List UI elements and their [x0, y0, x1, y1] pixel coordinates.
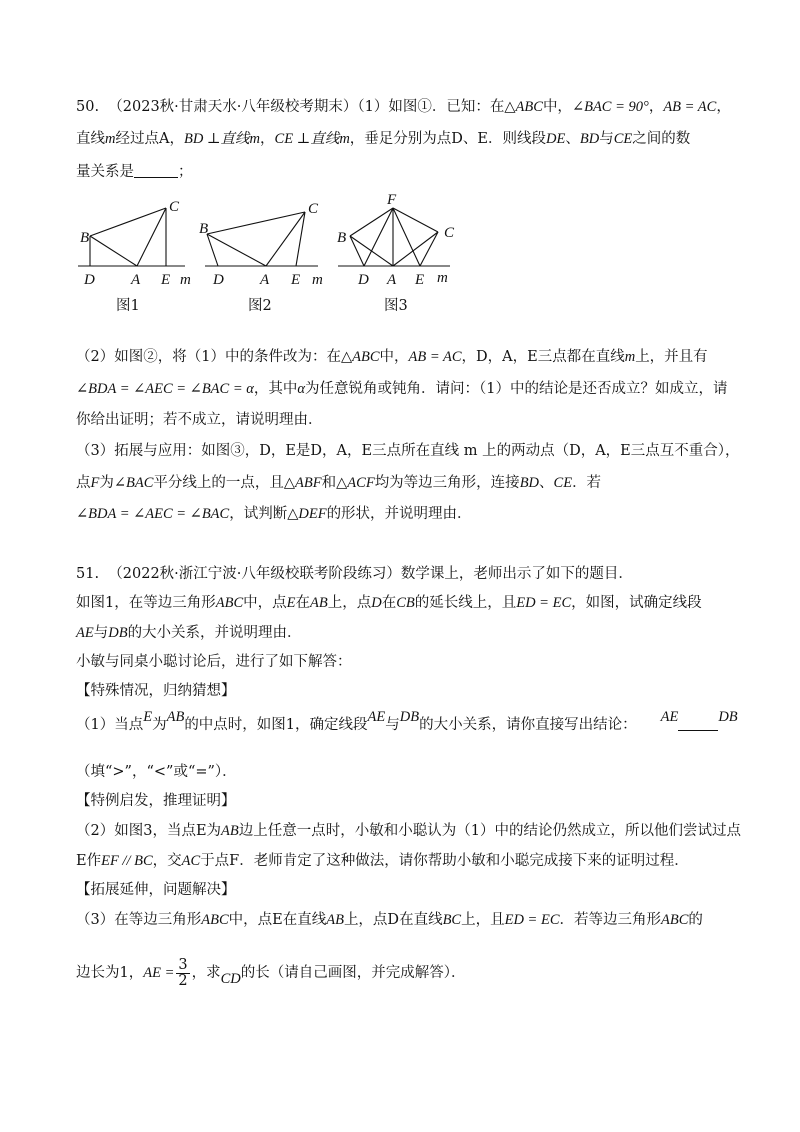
fig2-BC: [207, 212, 305, 234]
fig3-label-D: D: [358, 272, 369, 288]
fig2-label-m: m: [312, 272, 323, 288]
fig3-label-C: C: [444, 225, 455, 241]
q51-heading1: 【特殊情况，归纳猜想】: [76, 683, 236, 699]
q51-line3: AE与DB的大小关系，并说明理由．: [76, 625, 302, 641]
fig3-label-F: F: [387, 192, 397, 208]
q51-step2-line1: （2）如图3，当点E为AB边上任意一点时，小敏和小聪认为（1）中的结论仍然成立，所以他们尝试过点: [76, 823, 741, 839]
q50-part2-line2: ∠BDA = ∠AEC = ∠BAC = α，其中α为任意锐角或钝角．请问：（1）中的结论是还否成立？如成立，请: [76, 381, 728, 397]
q51-step1-line2: （填“>”，“<”或“=”）．: [76, 764, 237, 780]
fig3-label-m: m: [437, 270, 448, 286]
q51-line4: 小敏与同桌小聪讨论后，进行了如下解答：: [76, 654, 352, 670]
fig2-CE: [296, 212, 305, 266]
q50-part2-line3: 你给出证明；若不成立，请说明理由．: [76, 412, 323, 428]
q50-source: （2023秋·甘肃天水·八年级校考期末）: [108, 99, 358, 115]
fig1-label-E: E: [161, 272, 171, 288]
fig1-label-C: C: [169, 199, 180, 215]
fig1-caption: 图1: [116, 298, 140, 314]
fig2-label-D: D: [213, 272, 224, 288]
q50-part2-line1: （2）如图②，将（1）中的条件改为：在△ABC中，AB = AC，D，A，E三点都在直线m上，并且有: [76, 349, 708, 365]
fig3-label-A: A: [387, 272, 397, 288]
fig1-label-m: m: [180, 272, 191, 288]
q51-line1: 51. （2022秋·浙江宁波·八年级校联考阶段练习）数学课上，老师出示了如下的题目．: [76, 566, 633, 582]
fig2-CA: [266, 212, 305, 266]
fig3-label-E: E: [415, 272, 425, 288]
q50-part3-line2: 点F为∠BAC平分线上的一点，且△ABF和△ACF均为等边三角形，连接BD、CE．若: [76, 475, 602, 491]
fig1-BA: [90, 236, 137, 266]
q51-heading3: 【拓展延伸，问题解决】: [76, 882, 236, 898]
fig3-FD: [364, 208, 393, 266]
q51-step1-line1: （1）当点E为AB的中点时，如图1，确定线段AE与DB的大小关系，请你直接写出结论： AE DB: [76, 709, 738, 733]
fig1-label-D: D: [84, 272, 95, 288]
fig3-CA: [393, 232, 438, 266]
fig2-label-E: E: [291, 272, 301, 288]
fig1-label-A: A: [131, 272, 141, 288]
fig3-caption: 图3: [384, 298, 408, 314]
q50-line1: 50. （2023秋·甘肃天水·八年级校考期末）（1）如图①．已知：在△ABC中，∠BAC = 90°，AB = AC，: [76, 99, 731, 115]
fig2-label-A: A: [260, 272, 270, 288]
fraction-3-over-2: $\frac{3}{2}$: [178, 956, 188, 989]
q50-part3-line3: ∠BDA = ∠AEC = ∠BAC，试判断△DEF的形状，并说明理由．: [76, 506, 472, 522]
fig1-label-B: B: [80, 230, 90, 246]
fig2-label-B: B: [199, 221, 209, 237]
answer-blank: [678, 716, 718, 731]
q51-number: 51.: [76, 566, 100, 582]
q50-part3-line1: （3）拓展与应用：如图③，D，E是D，A，E三点所在直线 m 上的两动点（D，A，E三点互不重合），: [76, 443, 740, 459]
q50-figures: [0, 190, 800, 340]
answer-blank: [134, 163, 178, 178]
q51-source: （2022秋·浙江宁波·八年级校联考阶段练习）: [108, 566, 401, 582]
q51-step2-line2: E作EF // BC，交AC于点F．老师肯定了这种做法，请你帮助小敏和小聪完成接下来的证明过程．: [76, 853, 689, 869]
q50-line3: 量关系是 ；: [76, 164, 193, 180]
fig2-caption: 图2: [248, 298, 272, 314]
fig3-FE: [393, 208, 420, 266]
q51-step3-line1: （3）在等边三角形ABC中，点E在直线AB上，点D在直线BC上，且ED = EC．若等边三角形ABC的: [76, 912, 703, 928]
q51-step3-line2: 边长为1，AE = $\frac{3}{2}$ ，求CD的长（请自己画图，并完成解答）．: [76, 956, 466, 989]
q50-number: 50.: [76, 99, 100, 115]
q50-line2: 直线m经过点A，BD ⊥直线m，CE ⊥直线m，垂足分别为点D、E．则线段DE、BD与CE之间的数: [76, 131, 691, 147]
q51-line2: 如图1，在等边三角形ABC中，点E在AB上，点D在CB的延长线上，且ED = EC，如图，试确定线段: [76, 595, 702, 611]
fig2-label-C: C: [308, 201, 319, 217]
fig3-label-B: B: [337, 230, 347, 246]
fig3-CE: [420, 232, 438, 266]
fig3-FC: [393, 208, 438, 232]
q51-heading2: 【特例启发，推理证明】: [76, 793, 236, 809]
